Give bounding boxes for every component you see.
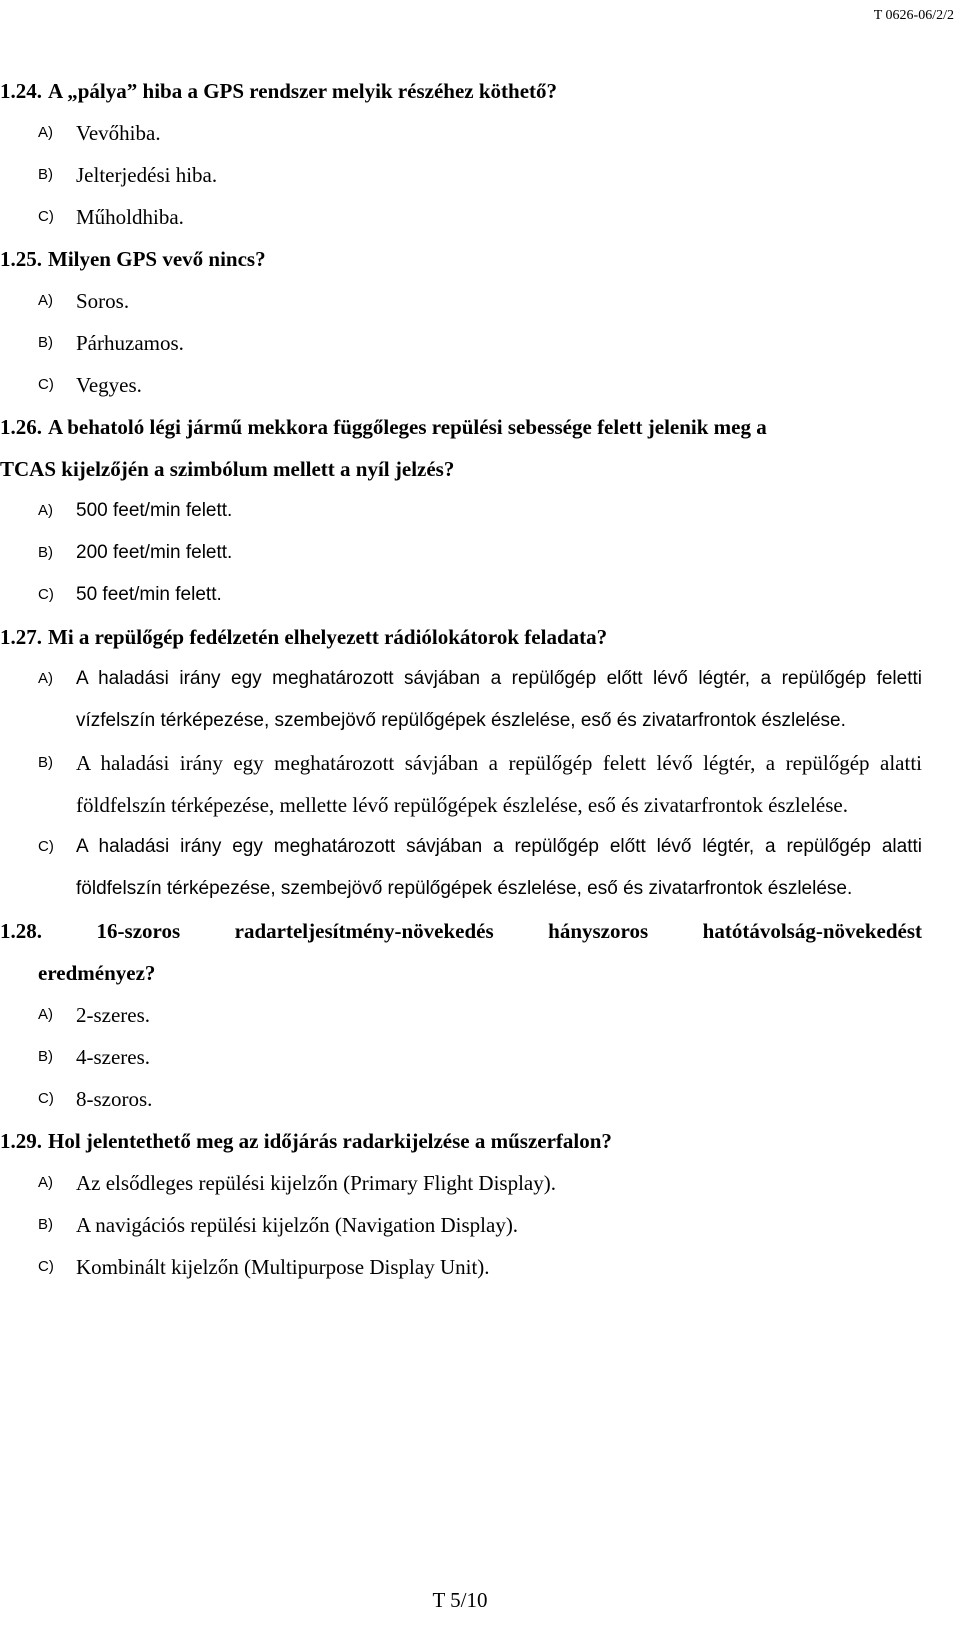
question-number: 1.28.: [0, 919, 42, 943]
question-text: A „pálya” hiba a GPS rendszer melyik részéhez köthető?: [48, 79, 558, 103]
question-number: 1.27.: [0, 625, 42, 649]
option-letter: B): [38, 1048, 53, 1065]
question-1-24: [0, 70, 960, 238]
option-text: Vevőhiba.: [76, 121, 161, 145]
question-title: [0, 616, 960, 658]
option-letter: A): [38, 292, 53, 309]
option-b: [0, 322, 960, 364]
option-c: [0, 574, 960, 616]
option-text: A haladási irány egy meghatározott sávjában a repülőgép előtt lévő légtér, a repülőgép alatti földfelszín térképezése, szembejövő repülőgépek észlelése, eső és zivatarfrontok észlelése.: [76, 836, 922, 899]
option-text: Jelterjedési hiba.: [76, 163, 218, 187]
option-letter: A): [38, 1006, 53, 1023]
question-number: 1.24.: [0, 79, 42, 103]
option-text: Párhuzamos.: [76, 331, 184, 355]
option-b: [0, 1204, 960, 1246]
option-text: Műholdhiba.: [76, 205, 184, 229]
option-a: [0, 658, 960, 742]
option-c: [0, 364, 960, 406]
question-title: [0, 1120, 960, 1162]
option-b: [0, 1036, 960, 1078]
option-letter: B): [38, 754, 53, 771]
question-text: Mi a repülőgép fedélzetén elhelyezett rádiólokátorok feladata?: [48, 625, 608, 649]
option-letter: C): [38, 208, 54, 225]
option-c: [0, 196, 960, 238]
option-letter: A): [38, 124, 53, 141]
option-c: [0, 1246, 960, 1288]
option-letter: A): [38, 670, 53, 687]
question-word: hányszoros: [548, 919, 649, 943]
option-b: [0, 532, 960, 574]
question-1-25: [0, 238, 960, 406]
option-text: 50 feet/min felett.: [76, 584, 222, 605]
page-number: T 5/10: [432, 1588, 488, 1612]
option-letter: A): [38, 1174, 53, 1191]
exam-content: [0, 70, 960, 1288]
option-b: [0, 742, 960, 826]
option-a: [0, 994, 960, 1036]
option-a: [0, 112, 960, 154]
question-number: 1.29.: [0, 1129, 42, 1153]
option-a: [0, 280, 960, 322]
question-number: 1.26.: [0, 415, 42, 439]
option-c: [0, 826, 960, 910]
option-letter: C): [38, 838, 54, 855]
option-letter: B): [38, 544, 53, 561]
question-text: Milyen GPS vevő nincs?: [48, 247, 266, 271]
question-title: [0, 70, 960, 112]
document-code: T 0626-06/2/2: [873, 8, 954, 23]
option-text: 500 feet/min felett.: [76, 500, 233, 521]
option-a: [0, 1162, 960, 1204]
option-text: 200 feet/min felett.: [76, 542, 233, 563]
question-word: hatótávolság-növekedést: [702, 919, 922, 943]
option-text: Soros.: [76, 289, 130, 313]
question-word: 16-szoros: [96, 919, 181, 943]
option-letter: B): [38, 166, 53, 183]
option-text: 4-szeres.: [76, 1045, 151, 1069]
option-b: [0, 154, 960, 196]
question-text: Hol jelentethető meg az időjárás radarkijelzése a műszerfalon?: [48, 1129, 612, 1153]
question-text: A behatoló légi jármű mekkora függőleges repülési sebessége felett jelenik meg a: [48, 415, 767, 439]
option-letter: B): [38, 334, 53, 351]
question-title: [0, 406, 960, 448]
question-word: radarteljesítmény-növekedés: [234, 919, 494, 943]
option-letter: C): [38, 586, 54, 603]
option-a: [0, 490, 960, 532]
option-letter: A): [38, 502, 53, 519]
option-text: 2-szeres.: [76, 1003, 151, 1027]
question-title: [0, 238, 960, 280]
option-text: 8-szoros.: [76, 1087, 153, 1111]
question-text-continuation: TCAS kijelzőjén a szimbólum mellett a nyíl jelzés?: [0, 457, 455, 481]
option-text: A haladási irány egy meghatározott sávjában a repülőgép felett lévő légtér, a repülőgép alatti földfelszín térképezése, mellette lévő repülőgépek észlelése, eső és zivatarfrontok észlelése.: [76, 751, 922, 817]
option-text: A navigációs repülési kijelzőn (Navigation Display).: [76, 1213, 519, 1237]
option-letter: C): [38, 376, 54, 393]
option-letter: B): [38, 1216, 53, 1233]
option-letter: C): [38, 1258, 54, 1275]
option-text: Vegyes.: [76, 373, 142, 397]
question-number: 1.25.: [0, 247, 42, 271]
question-1-27: [0, 616, 960, 910]
option-text: A haladási irány egy meghatározott sávjában a repülőgép előtt lévő légtér, a repülőgép feletti vízfelszín térképezése, szembejövő repülőgépek észlelése, eső és zivatarfrontok észlelése.: [76, 668, 922, 731]
question-text-continuation: eredményez?: [38, 961, 156, 985]
question-1-26: [0, 406, 960, 616]
option-text: Kombinált kijelzőn (Multipurpose Display Unit).: [76, 1255, 490, 1279]
option-text: Az elsődleges repülési kijelzőn (Primary Flight Display).: [76, 1171, 556, 1195]
question-title: [0, 910, 922, 952]
option-letter: C): [38, 1090, 54, 1107]
question-1-29: [0, 1120, 960, 1288]
option-c: [0, 1078, 960, 1120]
question-1-28: [0, 910, 960, 1120]
